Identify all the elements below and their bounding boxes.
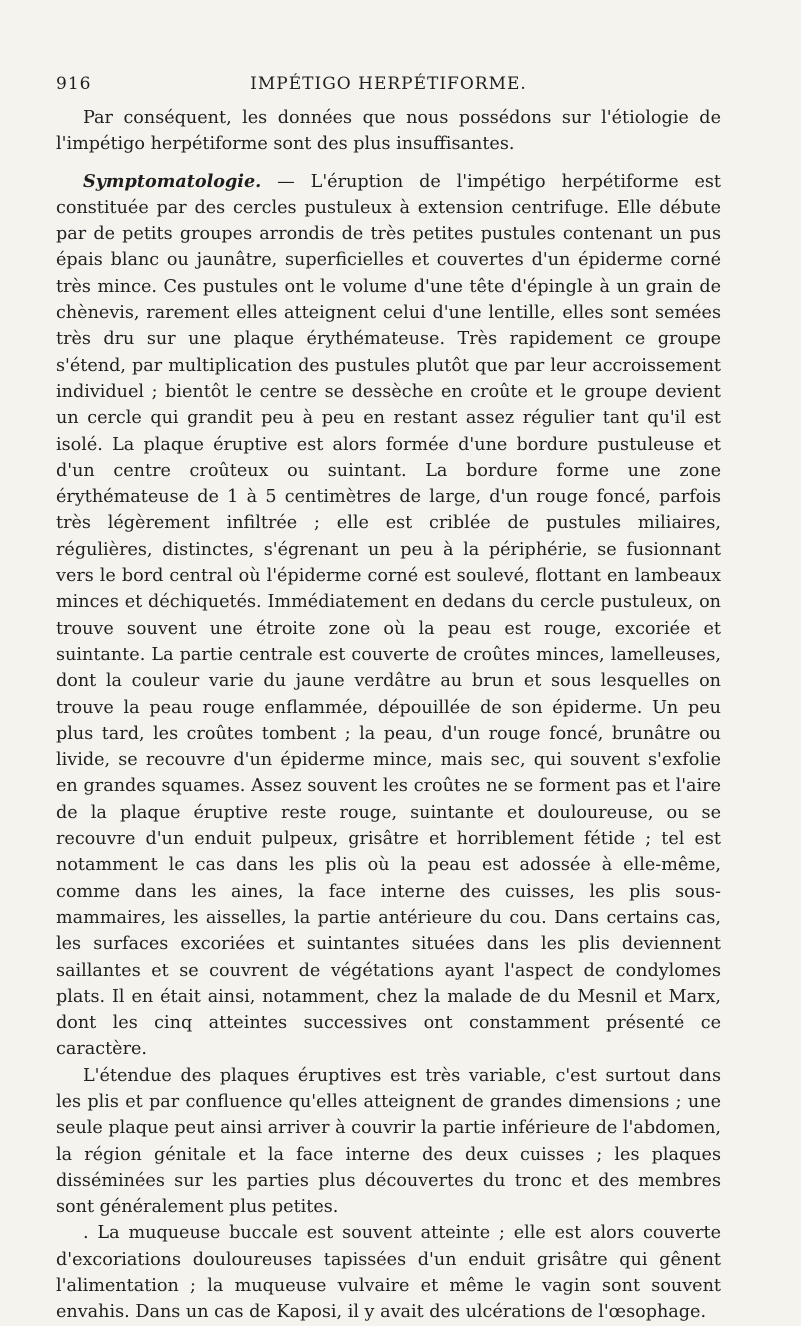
section-heading: Symptomatologie. bbox=[83, 170, 262, 192]
running-title: IMPÉTIGO HERPÉTIFORME. bbox=[250, 74, 527, 94]
paragraph-mucosa: . La muqueuse buccale est souvent atteinte ; elle est alors couverte d'excoriations douloureuses tapissées d'un enduit grisâtre qui gênent l'alimentation ; la muqueuse vulvaire et même le vagin sont souvent envahis. Dans un cas de Kaposi, il y avait des ulcérations de l'œsophage. bbox=[56, 1223, 721, 1323]
paragraph-symptomatology bbox=[56, 169, 721, 1063]
paragraph-etiology-conclusion: Par conséquent, les données que nous possédons sur l'étiologie de l'impétigo herpétiforme sont des plus insuffisantes. bbox=[56, 108, 721, 155]
page-body bbox=[56, 105, 721, 1326]
paragraph-extent: L'étendue des plaques éruptives est très variable, c'est surtout dans les plis et par confluence qu'elles atteignent de grandes dimensions ; une seule plaque peut ainsi arriver à couvrir la partie inférieure de l'abdomen, la région génitale et la face interne des deux cuisses ; les plaques disséminées sur les parties plus découvertes du tronc et des membres sont généralement plus petites. bbox=[56, 1065, 721, 1218]
paragraph-text: — L'éruption de l'impétigo herpétiforme est constituée par des cercles pustuleux à extension centrifuge. Elle débute par de petits groupes arrondis de très petites pustules contenant un pus épais blanc ou jaunâtre, superficielles et couvertes d'un épiderme corné très mince. Ces pustules ont le volume d'une tête d'épingle à un grain de chènevis, rarement elles atteignent celui d'une lentille, elles sont semées très dru sur une plaque érythémateuse. Très rapidement ce groupe s'étend, par multiplication des pustules plutôt que par leur accroissement individuel ; bientôt le centre se dessèche en croûte et le groupe devient un cercle qui grandit peu à peu en restant assez régulier tant qu'il est isolé. La plaque éruptive est alors formée d'une bordure pustuleuse et d'un centre croûteux ou suintant. La bordure forme une zone érythémateuse de 1 à 5 centimètres de large, d'un rouge foncé, parfois très légèrement infiltrée ; elle est criblée de pustules miliaires, régulières, distinctes, s'égrenant un peu à la périphérie, se fusionnant vers le bord central où l'épiderme corné est soulevé, flottant en lambeaux minces et déchiquetés. Immédiatement en dedans du cercle pustuleux, on trouve souvent une étroite zone où la peau est rouge, excoriée et suintante. La partie centrale est couverte de croûtes minces, lamelleuses, dont la couleur varie du jaune verdâtre au brun et sous lesquelles on trouve la peau rouge enflammée, dépouillée de son épiderme. Un peu plus tard, les croûtes tombent ; la peau, d'un rouge foncé, brunâtre ou livide, se recouvre d'un épiderme mince, mais sec, qui souvent s'exfolie en grandes squames. Assez souvent les croûtes ne se forment pas et l'aire de la plaque éruptive reste rouge, suintante et douloureuse, ou se recouvre d'un enduit pulpeux, grisâtre et horriblement fétide ; tel est notamment le cas dans les plis où la peau est adossée à elle-même, comme dans les aines, la face interne des cuisses, les plis sous-mammaires, les aisselles, la partie antérieure du cou. Dans certains cas, les surfaces excoriées et suintantes situées dans les plis deviennent saillantes et se couvrent de végétations ayant l'aspect de condylomes plats. Il en était ainsi, notamment, chez la malade de du Mesnil et Marx, dont les cinq atteintes successives ont constamment présenté ce caractère. bbox=[56, 171, 721, 1060]
page-number: 916 bbox=[56, 74, 92, 94]
